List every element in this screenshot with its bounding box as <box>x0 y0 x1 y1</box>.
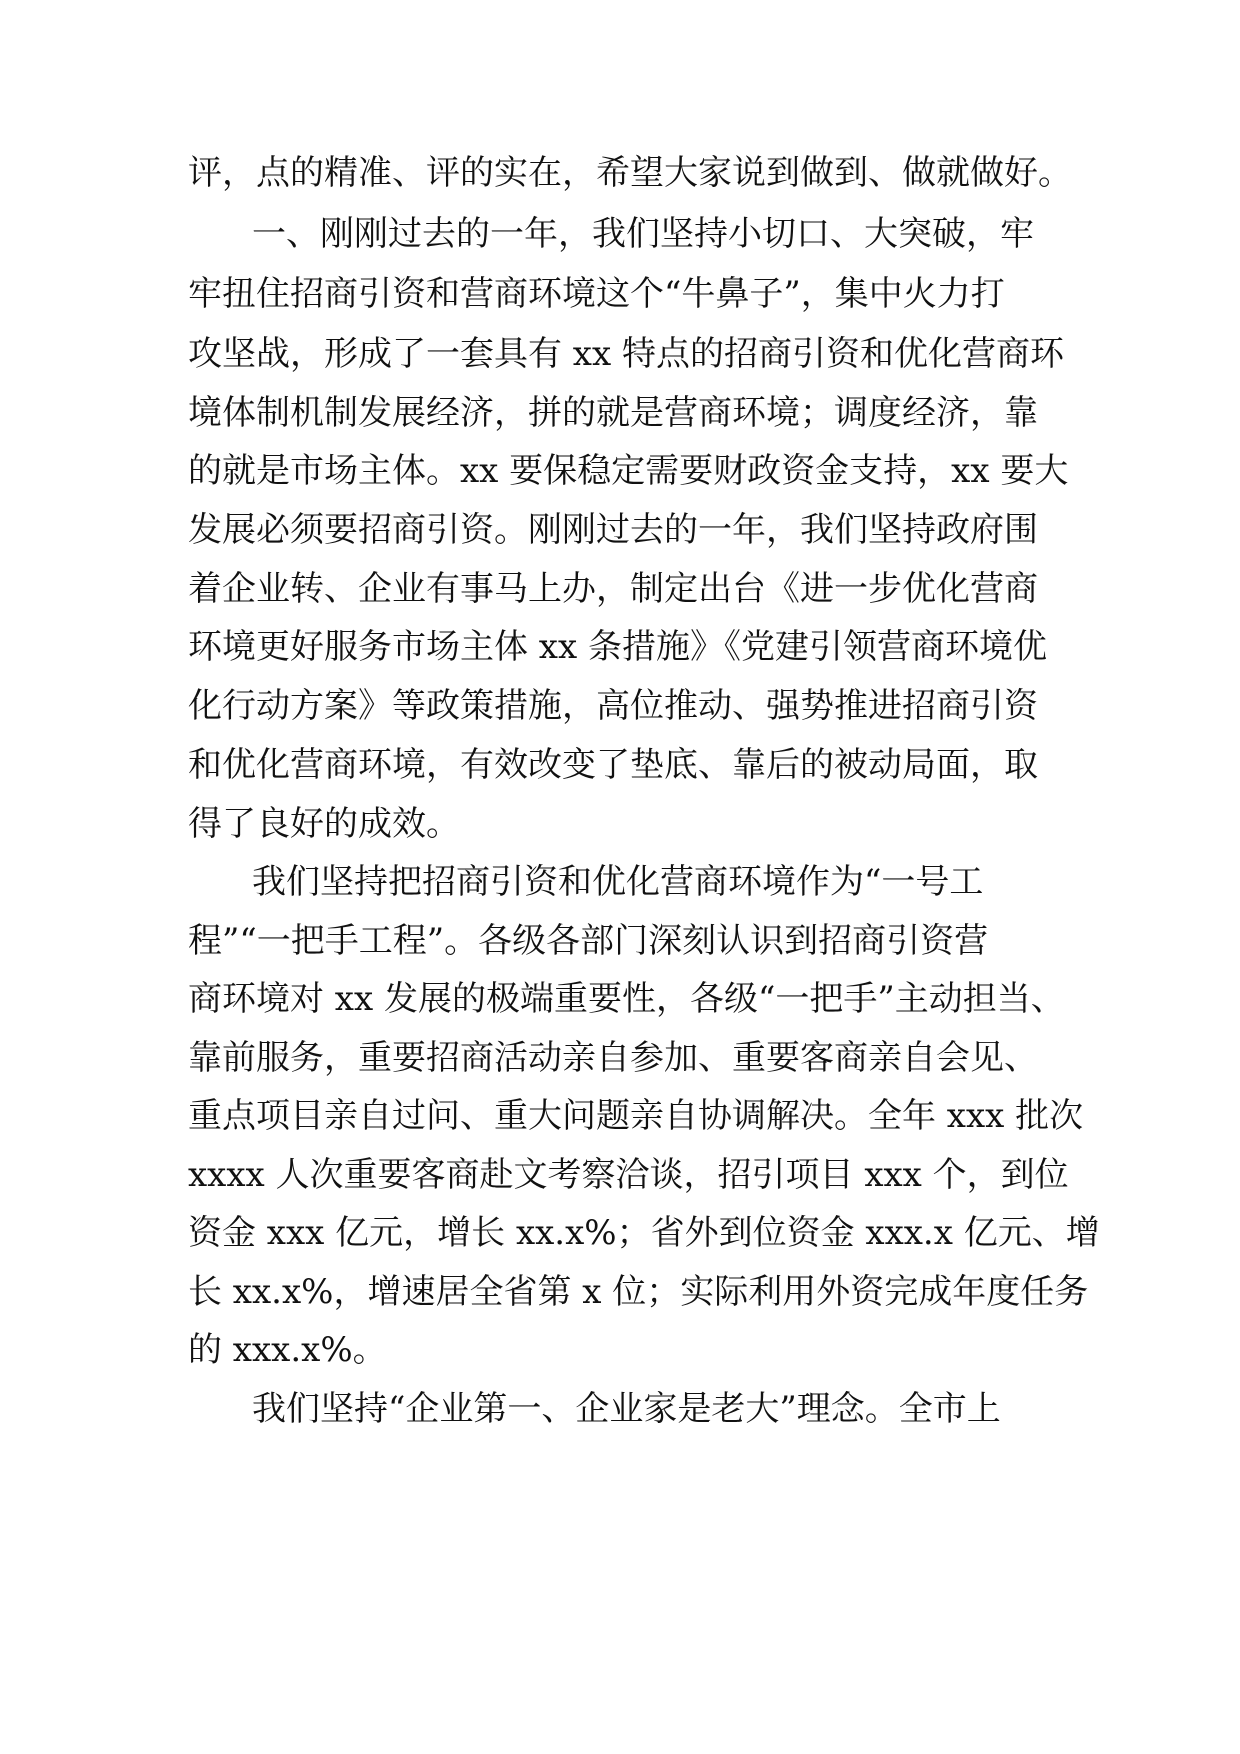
text-line: 牢扭住招商引资和营商环境这个“牛鼻子”，集中火力打 <box>188 274 1005 314</box>
text-line: 环境更好服务市场主体 xx 条措施》《党建引领营商环境优 <box>188 627 1047 667</box>
text-line: 程”“一把手工程”。各级各部门深刻认识到招商引资营 <box>188 921 989 961</box>
text-line: 和优化营商环境，有效改变了垫底、靠后的被动局面，取 <box>188 745 1038 785</box>
text-line: 攻坚战，形成了一套具有 xx 特点的招商引资和优化营商环 <box>188 334 1064 374</box>
text-line: 得了良好的成效。 <box>188 804 460 844</box>
text-line: 商环境对 xx 发展的极端重要性，各级“一把手”主动担当、 <box>188 979 1065 1019</box>
text-line: 资金 xxx 亿元，增长 xx.x%；省外到位资金 xxx.x 亿元、增 <box>188 1213 1100 1253</box>
text-line: 评，点的精准、评的实在，希望大家说到做到、做就做好。 <box>188 153 1072 193</box>
text-line: 的就是市场主体。xx 要保稳定需要财政资金支持，xx 要大 <box>188 451 1069 491</box>
text-line: 境体制机制发展经济，拼的就是营商环境；调度经济，靠 <box>188 393 1038 433</box>
text-line: 重点项目亲自过问、重大问题亲自协调解决。全年 xxx 批次 <box>188 1096 1084 1136</box>
text-line: 我们坚持“企业第一、企业家是老大”理念。全市上 <box>252 1389 1001 1429</box>
text-line: 一、刚刚过去的一年，我们坚持小切口、大突破，牢 <box>252 214 1034 254</box>
text-line: 化行动方案》等政策措施，高位推动、强势推进招商引资 <box>188 686 1038 726</box>
text-line: 着企业转、企业有事马上办，制定出台《进一步优化营商 <box>188 569 1038 609</box>
text-line: 长 xx.x%，增速居全省第 x 位；实际利用外资完成年度任务 <box>188 1272 1089 1312</box>
text-line: 靠前服务，重要招商活动亲自参加、重要客商亲自会见、 <box>188 1038 1038 1078</box>
text-line: 我们坚持把招商引资和优化营商环境作为“一号工 <box>252 862 984 902</box>
text-line: 的 xxx.x%。 <box>188 1330 387 1370</box>
text-line: 发展必须要招商引资。刚刚过去的一年，我们坚持政府围 <box>188 510 1038 550</box>
text-line: xxxx 人次重要客商赴文考察洽谈，招引项目 xxx 个，到位 <box>188 1155 1069 1195</box>
